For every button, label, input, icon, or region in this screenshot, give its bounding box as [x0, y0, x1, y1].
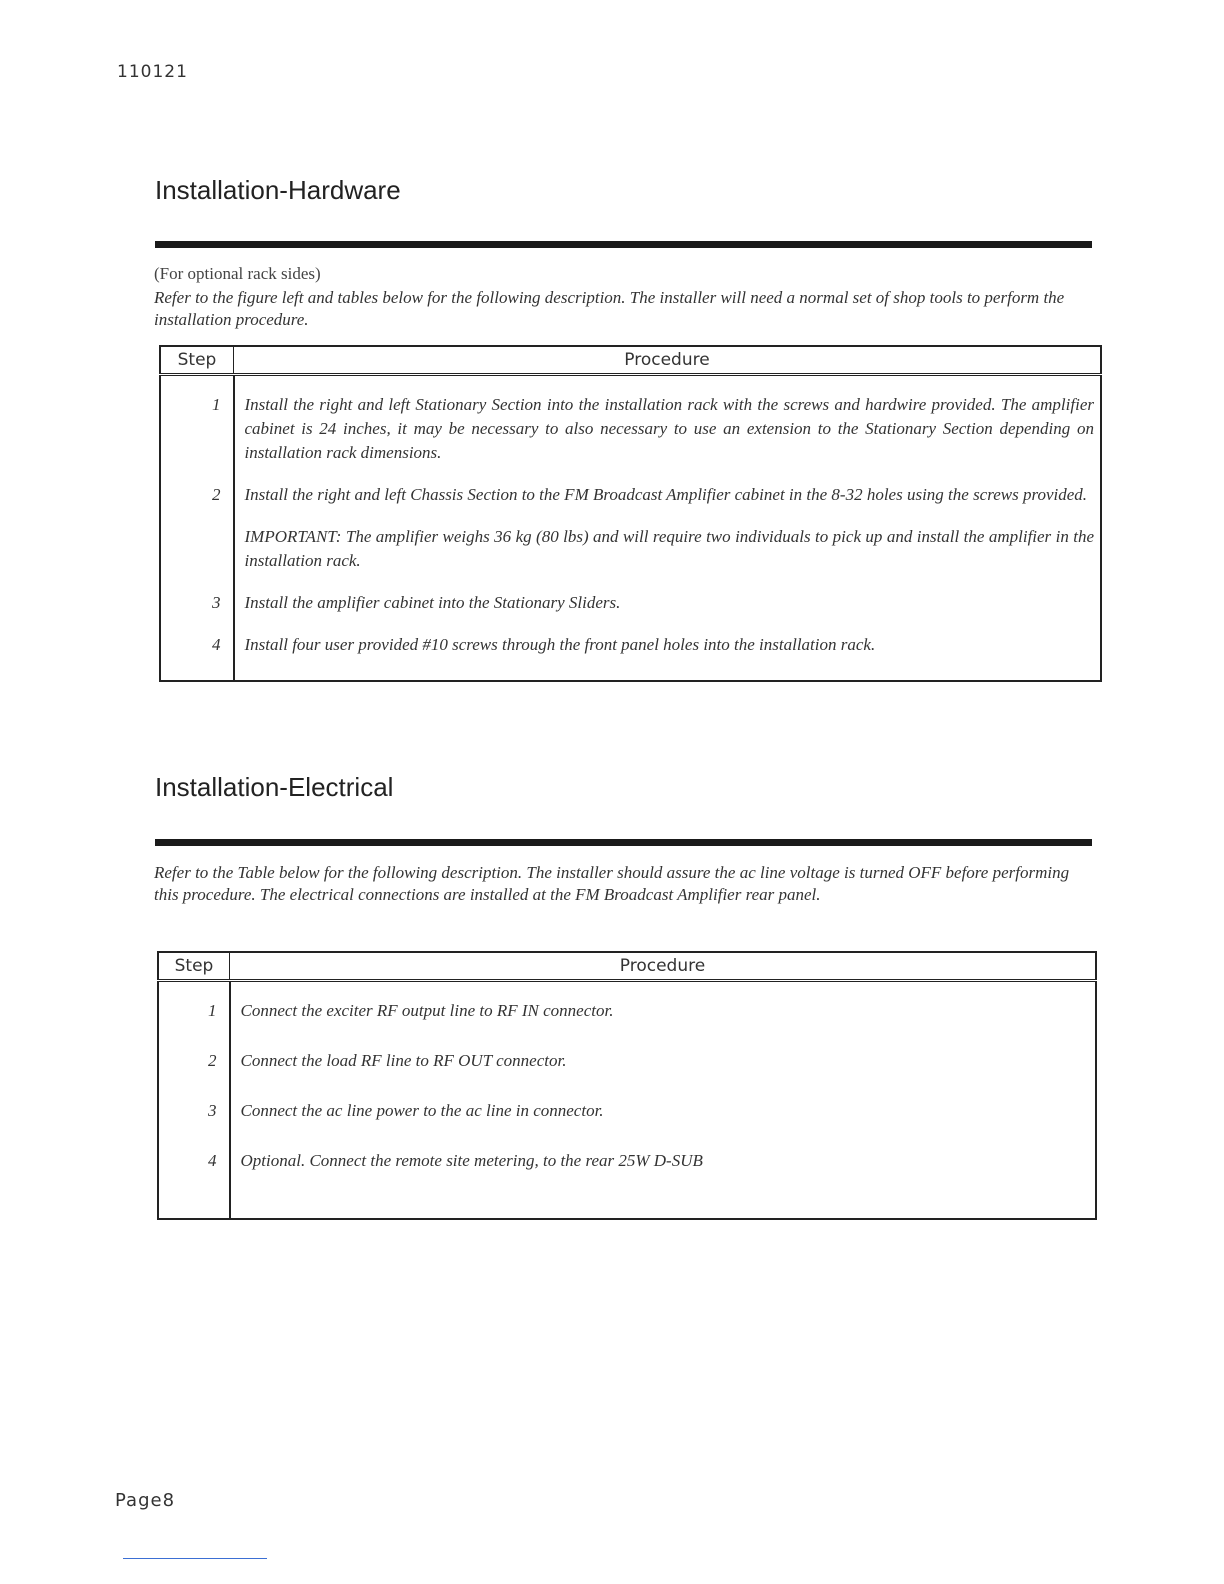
procedure-column-header: Procedure: [234, 346, 1102, 375]
table-row: [160, 632, 1101, 658]
step-text: Install the amplifier cabinet into the Stationary Sliders.: [234, 590, 1102, 616]
step-text: Install the right and left Chassis Section to the FM Broadcast Amplifier cabinet in the 8-32 holes using the screws provided.: [234, 482, 1102, 508]
hardware-procedure-table: [159, 345, 1102, 682]
step-number: 2: [160, 482, 234, 508]
step-text: Connect the load RF line to RF OUT connector.: [230, 1048, 1097, 1074]
step-text: Install the right and left Stationary Section into the installation rack with the screws and hardwire provided. The amplifier cabinet is 24 inches, it may be necessary to also necessary to use an extension to the Stationary Section depending on installation rack dimensions.: [234, 392, 1102, 466]
step-text: Connect the ac line power to the ac line in connector.: [230, 1098, 1097, 1124]
step-text: Optional. Connect the remote site metering, to the rear 25W D-SUB: [230, 1148, 1097, 1174]
table-row: [158, 1048, 1096, 1074]
table-header-row: [160, 346, 1101, 375]
table-row: [160, 590, 1101, 616]
table-row: [160, 524, 1101, 574]
hardware-intro: Refer to the figure left and tables below for the following description. The installer will need a normal set of shop tools to perform the installation procedure.: [154, 288, 1065, 329]
step-number: 4: [158, 1148, 230, 1174]
step-column-header: Step: [160, 346, 234, 375]
step-number: [160, 524, 234, 574]
step-number: 1: [160, 392, 234, 466]
important-warning-text: IMPORTANT: The amplifier weighs 36 kg (80 lbs) and will require two individuals to pick up and install the amplifier in the installation rack.: [234, 524, 1102, 574]
hardware-note: (For optional rack sides): [154, 264, 321, 283]
step-number: 1: [158, 998, 230, 1024]
table-row: [158, 998, 1096, 1024]
page-number: Page8: [115, 1490, 176, 1511]
step-column-header: Step: [158, 952, 230, 981]
footer-link-line: [123, 1558, 267, 1559]
electrical-section-title: Installation-Electrical: [155, 772, 394, 802]
step-text: Install four user provided #10 screws through the front panel holes into the installation rack.: [234, 632, 1102, 658]
table-header-row: [158, 952, 1096, 981]
electrical-intro: Refer to the Table below for the following description. The installer should assure the ac line voltage is turned OFF before performing this procedure. The electrical connections are installed at the FM Broadcast Amplifier rear panel.: [154, 863, 1070, 904]
table-row: [158, 1098, 1096, 1124]
step-number: 3: [160, 590, 234, 616]
table-row: [158, 1148, 1096, 1174]
procedure-column-header: Procedure: [230, 952, 1097, 981]
electrical-procedure-table: [157, 951, 1097, 1220]
step-number: 2: [158, 1048, 230, 1074]
hardware-section-title: Installation-Hardware: [155, 175, 401, 205]
table-row: [160, 482, 1101, 508]
table-row: [160, 392, 1101, 466]
hardware-title-rule: [155, 241, 1092, 248]
electrical-title-rule: [155, 839, 1092, 846]
document-id: 110121: [117, 62, 188, 82]
step-number: 3: [158, 1098, 230, 1124]
step-text: Connect the exciter RF output line to RF IN connector.: [230, 998, 1097, 1024]
step-number: 4: [160, 632, 234, 658]
